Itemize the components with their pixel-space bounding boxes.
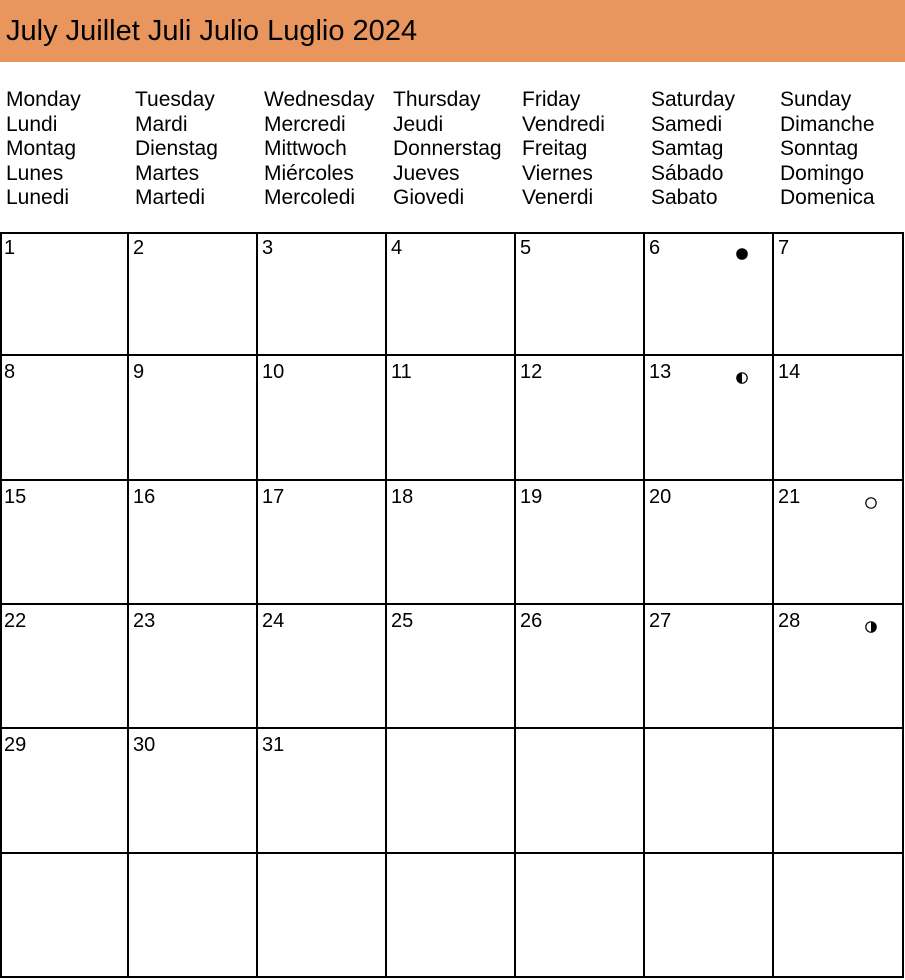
weekday-label: Dimanche xyxy=(780,112,875,136)
empty-day-cell xyxy=(774,854,904,978)
empty-day-cell xyxy=(645,729,774,853)
weekday-label: Sabato xyxy=(651,186,718,210)
weekday-label: Samtag xyxy=(651,137,724,161)
day-cell-11 xyxy=(387,356,516,480)
day-cell-21 xyxy=(774,481,904,605)
day-number: 23 xyxy=(133,609,156,632)
weekday-label: Mercredi xyxy=(264,112,346,136)
day-cell-19 xyxy=(516,481,645,605)
weekday-label: Martedi xyxy=(135,186,206,210)
day-number: 29 xyxy=(4,734,27,757)
day-cell-16 xyxy=(129,481,258,605)
day-number: 21 xyxy=(778,485,801,508)
calendar-title: July Juillet Juli Julio Luglio 2024 xyxy=(6,15,418,47)
day-cell-1 xyxy=(0,232,129,356)
day-cell-27 xyxy=(645,605,774,729)
weekday-label: Sonntag xyxy=(780,137,859,161)
day-number: 13 xyxy=(649,361,672,384)
weekday-label: Lunedi xyxy=(6,186,70,210)
day-cell-24 xyxy=(258,605,387,729)
day-number: 24 xyxy=(262,609,285,632)
weekday-label: Wednesday xyxy=(264,88,375,111)
weekday-label: Martes xyxy=(135,161,200,185)
day-cell-22 xyxy=(0,605,129,729)
weekday-column-monday xyxy=(6,88,135,211)
weekday-label: Thursday xyxy=(393,88,481,111)
day-number: 3 xyxy=(262,237,274,259)
empty-day-cell xyxy=(387,729,516,853)
weekday-label: Samedi xyxy=(651,112,723,136)
day-cell-26 xyxy=(516,605,645,729)
day-cell-4 xyxy=(387,232,516,356)
day-cell-14 xyxy=(774,356,904,480)
day-cell-18 xyxy=(387,481,516,605)
weekday-label: Domenica xyxy=(780,186,875,210)
weekday-column-wednesday xyxy=(264,88,393,211)
day-number: 4 xyxy=(391,237,403,259)
weekday-column-sunday xyxy=(780,88,905,211)
day-cell-8 xyxy=(0,356,129,480)
day-number: 28 xyxy=(778,609,801,632)
weekday-label: Jeudi xyxy=(393,112,444,136)
day-cell-13 xyxy=(645,356,774,480)
first-quarter-icon xyxy=(736,371,748,383)
weekday-column-friday xyxy=(522,88,651,211)
day-cell-2 xyxy=(129,232,258,356)
day-number: 10 xyxy=(262,361,285,384)
day-number: 9 xyxy=(133,361,145,384)
day-cell-10 xyxy=(258,356,387,480)
weekday-label: Viernes xyxy=(522,161,593,185)
full-moon-icon xyxy=(865,496,877,508)
weekday-label: Jueves xyxy=(393,161,460,185)
day-number: 27 xyxy=(649,609,672,632)
day-number: 1 xyxy=(4,237,16,259)
day-cell-23 xyxy=(129,605,258,729)
day-number: 16 xyxy=(133,485,156,508)
day-cell-25 xyxy=(387,605,516,729)
new-moon-icon xyxy=(736,247,748,259)
day-cell-5 xyxy=(516,232,645,356)
day-cell-9 xyxy=(129,356,258,480)
empty-day-cell xyxy=(516,729,645,853)
weekday-label: Dienstag xyxy=(135,137,218,161)
day-number: 11 xyxy=(391,361,412,384)
empty-day-cell xyxy=(0,854,129,978)
weekday-header xyxy=(0,88,905,213)
weekday-label: Giovedi xyxy=(393,186,465,210)
day-number: 6 xyxy=(649,237,661,259)
weekday-label: Mercoledi xyxy=(264,186,356,210)
day-number: 7 xyxy=(778,237,790,259)
weekday-label: Mardi xyxy=(135,112,188,136)
day-number: 19 xyxy=(520,485,543,508)
empty-day-cell xyxy=(387,854,516,978)
day-number: 22 xyxy=(4,609,27,632)
weekday-label: Mittwoch xyxy=(264,137,347,161)
day-cell-30 xyxy=(129,729,258,853)
empty-day-cell xyxy=(774,729,904,853)
calendar-grid xyxy=(0,232,904,978)
weekday-label: Domingo xyxy=(780,161,865,185)
day-cell-3 xyxy=(258,232,387,356)
weekday-column-saturday xyxy=(651,88,780,211)
day-number: 2 xyxy=(133,237,145,259)
day-number: 8 xyxy=(4,361,16,384)
day-number: 15 xyxy=(4,485,27,508)
day-number: 25 xyxy=(391,609,414,632)
day-number: 18 xyxy=(391,485,414,508)
empty-day-cell xyxy=(516,854,645,978)
day-number: 12 xyxy=(520,361,543,384)
weekday-column-tuesday xyxy=(135,88,264,211)
day-cell-17 xyxy=(258,481,387,605)
empty-day-cell xyxy=(129,854,258,978)
empty-day-cell xyxy=(258,854,387,978)
day-cell-31 xyxy=(258,729,387,853)
weekday-label: Lunes xyxy=(6,161,64,185)
day-number: 31 xyxy=(262,734,285,757)
weekday-label: Donnerstag xyxy=(393,137,502,161)
weekday-label: Vendredi xyxy=(522,112,605,136)
weekday-label: Freitag xyxy=(522,137,588,161)
weekday-label: Friday xyxy=(522,88,581,111)
weekday-label: Lundi xyxy=(6,112,58,136)
weekday-label: Monday xyxy=(6,88,81,111)
empty-day-cell xyxy=(645,854,774,978)
day-cell-20 xyxy=(645,481,774,605)
day-cell-7 xyxy=(774,232,904,356)
day-number: 14 xyxy=(778,361,801,384)
last-quarter-icon xyxy=(865,620,877,632)
day-cell-28 xyxy=(774,605,904,729)
day-cell-15 xyxy=(0,481,129,605)
day-number: 17 xyxy=(262,485,285,508)
weekday-label: Saturday xyxy=(651,88,736,111)
day-number: 20 xyxy=(649,485,672,508)
day-number: 30 xyxy=(133,734,156,757)
header-bar xyxy=(0,0,905,62)
weekday-column-thursday xyxy=(393,88,522,211)
day-cell-29 xyxy=(0,729,129,853)
weekday-label: Tuesday xyxy=(135,88,215,111)
day-cell-6 xyxy=(645,232,774,356)
weekday-label: Sábado xyxy=(651,161,724,185)
day-number: 5 xyxy=(520,237,532,259)
weekday-label: Venerdi xyxy=(522,186,594,210)
weekday-label: Montag xyxy=(6,137,77,161)
weekday-label: Sunday xyxy=(780,88,852,111)
weekday-label: Miércoles xyxy=(264,161,354,185)
day-number: 26 xyxy=(520,609,543,632)
day-cell-12 xyxy=(516,356,645,480)
